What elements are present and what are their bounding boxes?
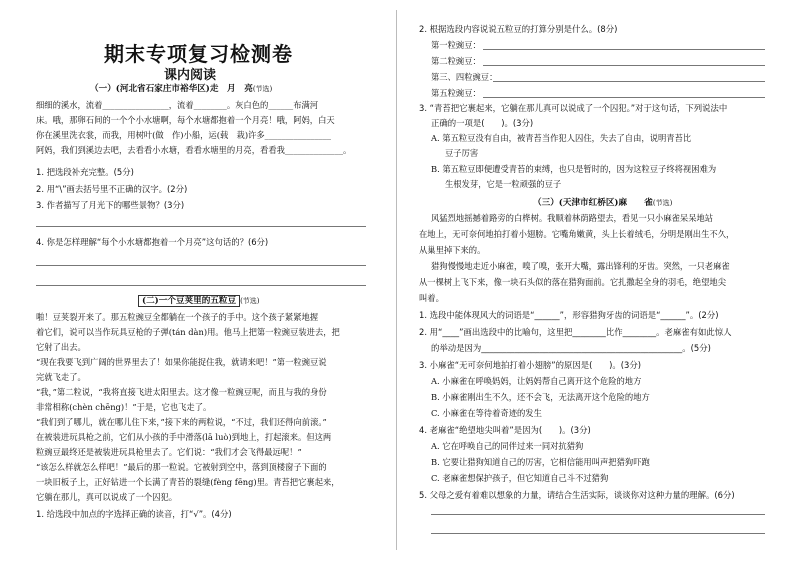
question-2-1: 1. 给选段中加点的字选择正确的读音，打“√”。(4分) xyxy=(36,509,232,519)
question-3-1: 1. 选段中能体现风大的词语是“______”，形容猎狗牙齿的词语是“______”。(2分) xyxy=(419,310,719,320)
question-2-3: 3. “青苔把它裹起来，它躺在那儿真可以说成了一个囚犯。”对于这句话，下列说法中 xyxy=(419,103,728,113)
answer-line[interactable] xyxy=(431,533,765,534)
passage-3-line: 猎狗慢慢地走近小麻雀，嗅了嗅，张开大嘴，露出锋利的牙齿。突然，一只老麻雀 xyxy=(431,261,730,271)
section-1-heading xyxy=(90,82,272,94)
option-b[interactable]: B. 它要让猎狗知道自己的厉害，它相信能用叫声把猎狗吓跑 xyxy=(431,457,650,467)
bean-label: 第五粒豌豆： xyxy=(431,88,481,98)
answer-line[interactable] xyxy=(431,514,765,515)
question-1-2: 2. 用“\”画去括号里不正确的汉字。(2分) xyxy=(36,184,188,194)
passage-3-line: 风猛烈地摇撼着路旁的白桦树。我顺着林荫路望去，看见一只小麻雀呆呆地站 xyxy=(431,213,714,223)
bean-label: 第二粒豌豆： xyxy=(431,56,481,66)
option-c[interactable]: C. 老麻雀想保护孩子，但它知道自己斗不过猎狗 xyxy=(431,473,609,483)
passage-3-line: 叫着。 xyxy=(419,293,444,303)
passage-1-line: 床。哦，那卵石间的一个个小水塘啊，每个水塘都抱着一个月亮！哦，阿妈，白天 xyxy=(36,115,335,125)
answer-line[interactable] xyxy=(483,49,765,50)
option-a[interactable]: A. 第五粒豆没有自由，被青苔当作犯人囚住，失去了自由，说明青苔比 xyxy=(431,133,692,143)
bean-label: 第三、四粒豌豆： xyxy=(431,72,498,82)
passage-2-line: “我们到了哪儿，就在哪儿住下来，”接下来的两粒说，“不过，我们还得向前滚。” xyxy=(36,417,327,427)
section-3-heading xyxy=(533,196,672,208)
answer-line[interactable] xyxy=(483,97,765,98)
section-1-note: (节选) xyxy=(252,85,273,93)
answer-line[interactable] xyxy=(36,265,366,266)
answer-line[interactable] xyxy=(36,226,366,227)
passage-1-line: 阿妈，我们到溪边去吧，去看看小水塘，看看水塘里的月亮，看看我______________。 xyxy=(36,145,352,155)
passage-1-line: 你在溪里洗衣裳，而我，用树叶(做 作)小船，运(载 栽)许多________________ xyxy=(36,130,332,140)
passage-2-line: 一块旧板子上，正好钻进一个长满了青苔的裂缝(fèng fēng)里。青苔把它裹起来， xyxy=(36,477,340,487)
passage-2-line: 完就飞走了。 xyxy=(36,372,86,382)
passage-2-line: 着它们，说可以当作玩具豆枪的子弹(tán dàn)用。他马上把第一粒豌豆装进去，把 xyxy=(36,327,340,337)
answer-line[interactable] xyxy=(483,65,765,66)
section-3-title: （三）(天津市红桥区)麻 雀 xyxy=(533,198,653,208)
bean-label: 第一粒豌豆： xyxy=(431,40,481,50)
page-title: 期末专项复习检测卷 xyxy=(104,42,293,66)
page-subtitle: 课内阅读 xyxy=(164,68,217,83)
section-1-title: （一）(河北省石家庄市裕华区)走 月 亮 xyxy=(90,84,253,94)
question-1-1: 1. 把选段补充完整。(5分) xyxy=(36,167,134,177)
question-1-3: 3. 作者描写了月光下的哪些景物？(3分) xyxy=(36,200,185,210)
option-a[interactable]: A. 它在呼唤自己的同伴过来一同对抗猎狗 xyxy=(431,441,584,451)
passage-2-line: 粒豌豆最终还是被装进玩具枪里去了。它们说：“我们才会飞得最远呢！” xyxy=(36,447,302,457)
passage-2-line: “现在我要飞到广阔的世界里去了！如果你能捉住我，就请来吧！”第一粒豌豆说 xyxy=(36,357,327,367)
passage-2-line: 在被装进玩具枪之前，它们从小孩的手中滑落(lā luò)到地上，打起滚来。但这两 xyxy=(36,432,332,442)
column-divider xyxy=(396,10,397,550)
section-3-note: (节选) xyxy=(652,199,673,207)
option-a-cont: 豆子厉害 xyxy=(445,148,479,158)
question-2-2: 2. 根据选段内容说说五粒豆的打算分别是什么。(8分) xyxy=(419,24,618,34)
question-3-2-cont: 的举动是因为________________________________________________。(5分) xyxy=(431,343,711,353)
question-1-4: 4. 你是怎样理解“每个小水塘都抱着一个月亮”这句话的？(6分) xyxy=(36,237,269,247)
passage-3-line: 在地上，无可奈何地拍打着小翅膀。它嘴角嫩黄，头上长着绒毛，分明是刚出生不久， xyxy=(419,229,735,239)
passage-2-line: 非常相称(chèn chēng)！”于是，它也飞走了。 xyxy=(36,402,212,412)
option-c[interactable]: C. 小麻雀在等待着奇迹的发生 xyxy=(431,408,542,418)
passage-2-line: “该怎么样就怎么样吧！”最后的那一粒说。它被射到空中，落到顶楼窗子下面的 xyxy=(36,462,327,472)
passage-2-line: “我，”第二粒说，“我将直接飞进太阳里去。这才像一粒豌豆呢，而且与我的身份 xyxy=(36,387,327,397)
section-2-title: (二)一个豆荚里的五粒豆 xyxy=(138,295,240,307)
question-3-3: 3. 小麻雀“无可奈何地拍打着小翅膀”的原因是( )。(3分) xyxy=(419,360,641,370)
passage-2-line: 啪！豆荚裂开来了。那五粒豌豆全都躺在一个孩子的手中。这个孩子紧紧地握 xyxy=(36,312,319,322)
passage-2-line: 它射了出去。 xyxy=(36,342,86,352)
option-a[interactable]: A. 小麻雀在呼唤妈妈，让妈妈帮自己离开这个危险的地方 xyxy=(431,376,642,386)
answer-line[interactable] xyxy=(493,81,765,82)
section-2-note: (节选) xyxy=(240,297,260,305)
section-2-heading xyxy=(138,294,260,306)
passage-3-line: 从一棵树上飞下来，像一块石头似的落在猎狗面前。它扎撒起全身的羽毛，绝望地尖 xyxy=(419,277,726,287)
question-3-2: 2. 用“____”画出选段中的比喻句，这里把________比作________。老麻雀有如此惊人 xyxy=(419,327,732,337)
answer-line[interactable] xyxy=(36,285,366,286)
question-3-5: 5. 父母之爱有着难以想象的力量，请结合生活实际，谈谈你对这种力量的理解。(6分) xyxy=(419,490,735,500)
question-2-3-cont: 正确的一项是( )。(3分) xyxy=(431,118,534,128)
option-b[interactable]: B. 小麻雀刚出生不久，还不会飞，无法离开这个危险的地方 xyxy=(431,392,650,402)
passage-3-line: 从巢里掉下来的。 xyxy=(419,245,486,255)
option-b[interactable]: B. 第五粒豆即便遭受青苔的束缚，也只是暂时的，因为这粒豆子终将视困难为 xyxy=(431,164,717,174)
question-3-4: 4. 老麻雀“绝望地尖叫着”是因为( )。(3分) xyxy=(419,425,591,435)
option-b-cont: 生根发芽，它是一粒顽强的豆子 xyxy=(445,179,562,189)
passage-2-line: 它躺在那儿，真可以说成了一个囚犯。 xyxy=(36,492,178,502)
passage-1-line: 细细的溪水，流着________________，流着________。灰白色的______布满河 xyxy=(36,100,319,110)
